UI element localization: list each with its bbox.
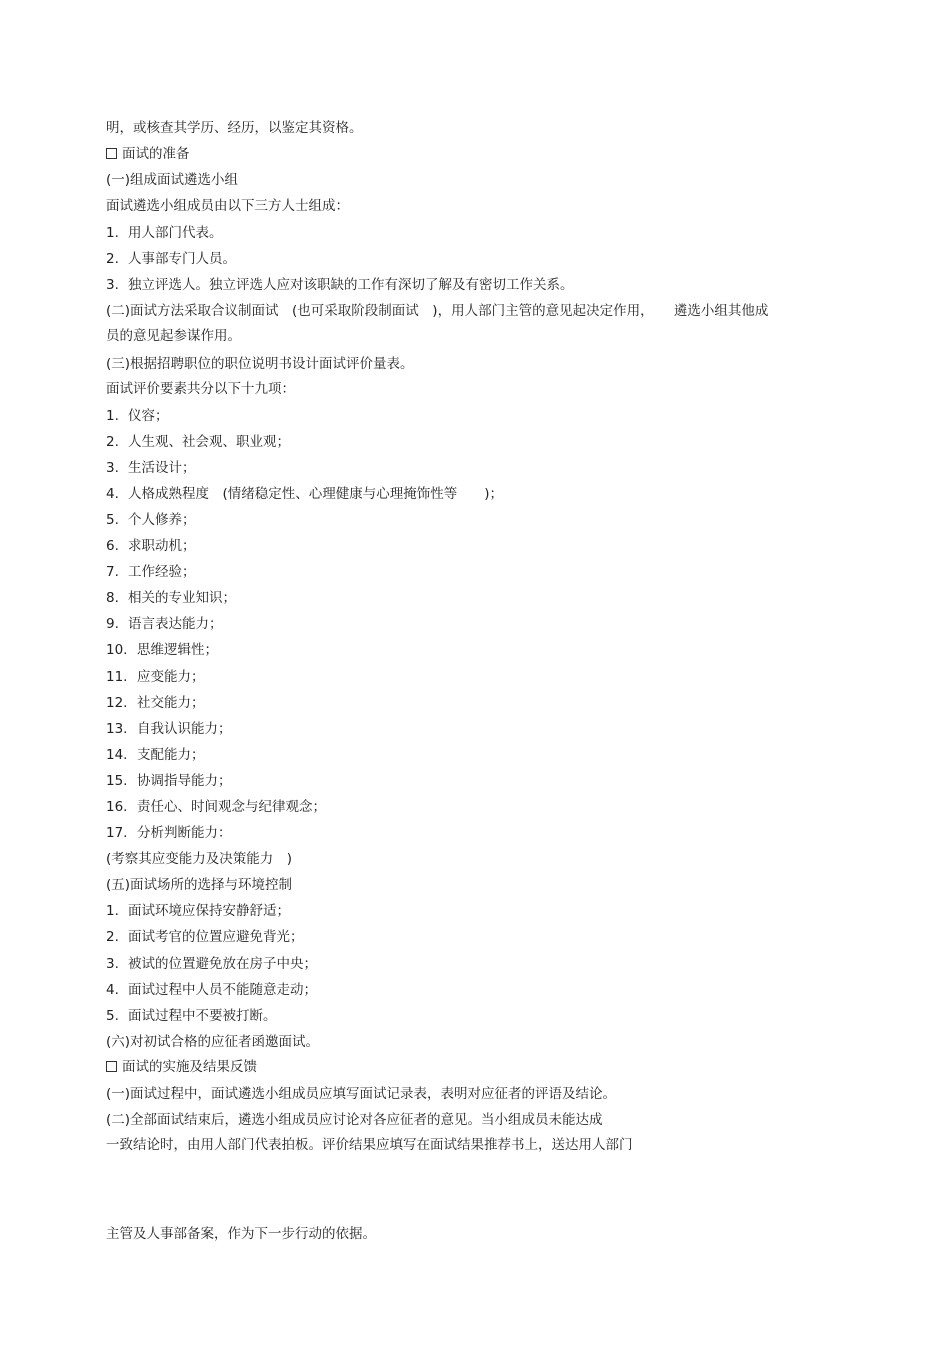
paragraph: 面试遴选小组成员由以下三方人士组成： [106, 198, 349, 214]
paragraph: (一)面试过程中，面试遴选小组成员应填写面试记录表，表明对应征者的评语及结论。 [106, 1086, 617, 1102]
paragraph: 员的意见起参谋作用。 [106, 328, 241, 344]
list-text: 协调指导能力； [137, 773, 232, 789]
list-text: 人事部专门人员。 [128, 251, 236, 267]
list-number: 17. [106, 825, 128, 841]
list-text: 思维逻辑性； [137, 642, 218, 658]
list-number: 8. [106, 590, 119, 606]
list-text: 社交能力； [137, 695, 205, 711]
list-item [106, 772, 232, 790]
list-text: 用人部门代表。 [128, 225, 223, 241]
list-number: 3. [106, 460, 119, 476]
list-number: 3. [106, 956, 119, 972]
list-item [106, 511, 196, 529]
list-item [106, 1007, 277, 1025]
list-number: 2. [106, 929, 119, 945]
list-text: 语言表达能力； [128, 616, 223, 632]
list-text: 应变能力； [137, 669, 205, 685]
list-number: 11. [106, 669, 128, 685]
list-text: 工作经验； [128, 564, 196, 580]
list-item [106, 589, 236, 607]
checkbox-bullet-icon [106, 148, 117, 159]
paragraph: (考察其应变能力及决策能力 ) [106, 851, 293, 867]
paragraph: 主管及人事部备案，作为下一步行动的依据。 [106, 1226, 376, 1242]
list-text: 责任心、时间观念与纪律观念； [137, 799, 326, 815]
list-number: 13. [106, 721, 128, 737]
list-item [106, 798, 326, 816]
paragraph: 面试评价要素共分以下十九项： [106, 381, 295, 397]
paragraph: 一致结论时，由用人部门代表拍板。评价结果应填写在面试结果推荐书上，送达用人部门 [106, 1137, 633, 1153]
list-text: 生活设计； [128, 460, 196, 476]
subheading: (二)面试方法采取合议制面试 (也可采取阶段制面试 )，用人部门主管的意见起决定作用， 遴选小组其他成 [106, 303, 769, 319]
list-item [106, 902, 290, 920]
list-item [106, 720, 232, 738]
list-number: 4. [106, 982, 119, 998]
list-text: 支配能力； [137, 747, 205, 763]
list-item [106, 433, 290, 451]
list-text: 自我认识能力； [137, 721, 232, 737]
subheading: (一)组成面试遴选小组 [106, 172, 239, 188]
list-text: 人生观、社会观、职业观； [128, 434, 290, 450]
list-number: 7. [106, 564, 119, 580]
list-number: 5. [106, 1008, 119, 1024]
list-number: 10. [106, 642, 128, 658]
subheading: (三)根据招聘职位的职位说明书设计面试评价量表。 [106, 356, 414, 372]
list-number: 16. [106, 799, 128, 815]
list-item [106, 459, 196, 477]
list-number: 1. [106, 408, 119, 424]
subheading: (六)对初试合格的应征者函邀面试。 [106, 1034, 320, 1050]
list-text: 面试过程中不要被打断。 [128, 1008, 277, 1024]
list-text: 面试考官的位置应避免背光； [128, 929, 304, 945]
list-text: 面试过程中人员不能随意走动； [128, 982, 317, 998]
list-item [106, 407, 169, 425]
section-heading [106, 1058, 257, 1076]
list-text: 仪容； [128, 408, 169, 424]
list-number: 15. [106, 773, 128, 789]
list-number: 2. [106, 434, 119, 450]
list-number: 3. [106, 277, 119, 293]
list-number: 6. [106, 538, 119, 554]
list-text: 人格成熟程度 (情绪稳定性、心理健康与心理掩饰性等 )； [128, 486, 504, 502]
list-text: 求职动机； [128, 538, 196, 554]
list-item [106, 276, 574, 294]
list-number: 14. [106, 747, 128, 763]
section-heading-text: 面试的实施及结果反馈 [122, 1059, 257, 1075]
list-text: 独立评选人。独立评选人应对该职缺的工作有深切了解及有密切工作关系。 [128, 277, 574, 293]
list-item [106, 485, 503, 503]
list-item [106, 746, 205, 764]
list-item [106, 250, 236, 268]
list-item [106, 694, 205, 712]
list-number: 1. [106, 225, 119, 241]
list-item [106, 641, 218, 659]
list-text: 相关的专业知识； [128, 590, 236, 606]
list-item [106, 668, 205, 686]
list-text: 被试的位置避免放在房子中央； [128, 956, 317, 972]
list-item [106, 224, 223, 242]
subheading: (五)面试场所的选择与环境控制 [106, 877, 293, 893]
list-item [106, 615, 223, 633]
paragraph: 明，或核查其学历、经历，以鉴定其资格。 [106, 120, 363, 136]
list-number: 9. [106, 616, 119, 632]
paragraph: (二)全部面试结束后，遴选小组成员应讨论对各应征者的意见。当小组成员未能达成 [106, 1112, 603, 1128]
section-heading-text: 面试的准备 [122, 146, 190, 162]
list-item [106, 563, 196, 581]
list-item [106, 537, 196, 555]
list-item [106, 955, 317, 973]
list-text: 个人修养； [128, 512, 196, 528]
section-heading [106, 145, 190, 163]
list-number: 2. [106, 251, 119, 267]
checkbox-bullet-icon [106, 1061, 117, 1072]
list-item [106, 981, 317, 999]
list-number: 12. [106, 695, 128, 711]
list-item [106, 928, 304, 946]
list-text: 分析判断能力： [137, 825, 232, 841]
list-number: 1. [106, 903, 119, 919]
list-item [106, 824, 232, 842]
list-number: 4. [106, 486, 119, 502]
list-number: 5. [106, 512, 119, 528]
list-text: 面试环境应保持安静舒适； [128, 903, 290, 919]
